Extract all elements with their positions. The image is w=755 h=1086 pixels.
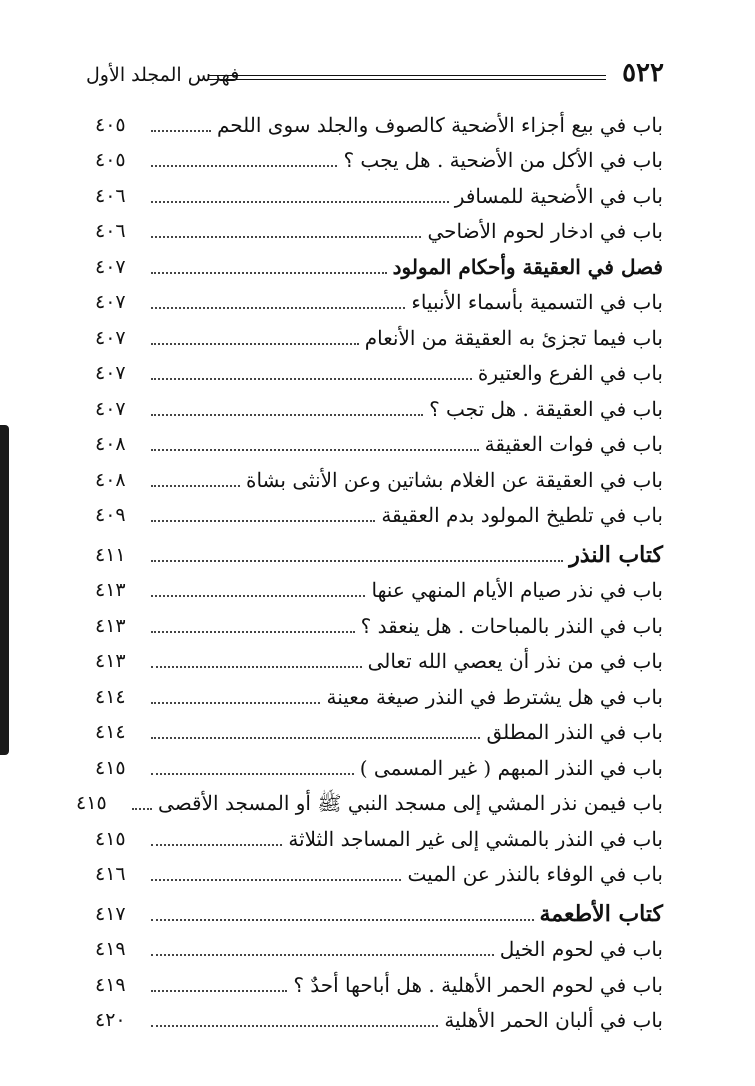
toc-entry[interactable] — [95, 675, 663, 711]
toc-entry-page: ٤٠٨ — [95, 468, 126, 491]
page-header — [86, 58, 666, 92]
toc-entry[interactable] — [95, 423, 663, 459]
toc-entry-page: ٤٠٧ — [95, 291, 126, 313]
dot-leader — [151, 307, 405, 309]
toc-entry-title: باب في العقيقة . هل تجب ؟ — [429, 396, 663, 421]
dot-leader — [151, 702, 320, 704]
toc-entry-page: ٤٠٩ — [95, 504, 126, 526]
dot-leader — [151, 631, 355, 633]
toc-entry-page: ٤١٥ — [95, 756, 126, 779]
toc-entry-title: باب في تلطيخ المولود بدم العقيقة — [381, 503, 663, 527]
toc-entry-page: ٤٠٥ — [95, 149, 126, 171]
dot-leader — [151, 343, 359, 345]
dot-leader — [151, 595, 365, 597]
dot-leader — [151, 954, 494, 956]
dot-leader — [151, 666, 362, 668]
toc-section-heading[interactable] — [95, 245, 663, 281]
toc-entry[interactable] — [95, 999, 663, 1035]
toc-entry-page: ٤٠٥ — [95, 113, 126, 136]
toc-entry-title: باب فيمن نذر المشي إلى مسجد النبي ﷺ أو المسجد الأقصى — [158, 791, 663, 815]
toc-entry[interactable] — [95, 640, 663, 676]
toc-entry[interactable] — [95, 103, 663, 139]
dot-leader — [151, 919, 534, 921]
dot-leader — [151, 414, 423, 416]
dot-leader — [151, 737, 480, 739]
toc-entry-title: باب في هل يشترط في النذر صيغة معينة — [326, 684, 663, 709]
dot-leader — [151, 165, 337, 167]
dot-leader — [151, 485, 240, 487]
toc-entry-title: باب في ألبان الحمر الأهلية — [444, 1008, 663, 1032]
toc-entry[interactable] — [95, 210, 663, 246]
dot-leader — [151, 773, 354, 775]
toc-entry-title: باب في النذر المبهم ( غير المسمى ) — [359, 755, 663, 780]
toc-entry-page: ٤١٣ — [95, 650, 126, 672]
table-of-contents — [76, 103, 663, 1034]
toc-entry-page: ٤١٥ — [76, 792, 107, 814]
toc-entry[interactable] — [95, 928, 663, 964]
toc-entry-page: ٤١٦ — [95, 863, 126, 885]
toc-entry-title: باب في النذر بالمشي إلى غير المساجد الثلاثة — [288, 826, 663, 851]
toc-entry[interactable] — [95, 569, 663, 605]
toc-entry-page: ٤٠٧ — [95, 397, 126, 420]
toc-entry[interactable] — [95, 604, 663, 640]
toc-entry-page: ٤٠٦ — [95, 220, 126, 242]
dot-leader — [151, 449, 479, 451]
toc-entry-title: كتاب الأطعمة — [539, 900, 663, 927]
toc-entry[interactable] — [95, 853, 663, 889]
dot-leader — [132, 808, 152, 810]
dot-leader — [151, 520, 375, 522]
page-number: ٥٢٢ — [622, 58, 664, 88]
dot-leader — [151, 130, 211, 132]
toc-entry[interactable] — [95, 494, 663, 530]
dot-leader — [151, 378, 472, 380]
toc-entry-title: باب في النذر المطلق — [486, 720, 663, 744]
toc-entry-title: باب في الفرع والعتيرة — [477, 361, 663, 385]
toc-entry[interactable] — [95, 711, 663, 747]
toc-book-heading[interactable] — [95, 533, 663, 569]
toc-entry-title: كتاب النذر — [569, 541, 663, 568]
toc-entry-title: باب في لحوم الحمر الأهلية . هل أباحها أحدٌ ؟ — [293, 972, 663, 997]
header-rule — [208, 75, 606, 80]
toc-entry-page: ٤٠٧ — [95, 326, 126, 349]
dot-leader — [151, 990, 287, 992]
toc-entry-page: ٤١٩ — [95, 973, 126, 996]
toc-entry-page: ٤٠٧ — [95, 362, 126, 384]
toc-entry-title: باب في فوات العقيقة — [484, 432, 663, 456]
toc-entry-title: باب في العقيقة عن الغلام بشاتين وعن الأنثى بشاة — [245, 467, 663, 492]
toc-entry-title: باب في النذر بالمباحات . هل ينعقد ؟ — [360, 613, 663, 638]
toc-entry-title: باب في الأكل من الأضحية . هل يجب ؟ — [343, 148, 663, 172]
toc-entry-title: باب في الأضحية للمسافر — [454, 183, 663, 208]
toc-entry[interactable] — [95, 174, 663, 210]
dot-leader — [151, 560, 563, 562]
dot-leader — [151, 201, 449, 203]
dot-leader — [151, 236, 421, 238]
toc-entry-page: ٤١٣ — [95, 579, 126, 601]
toc-entry-page: ٤٠٨ — [95, 433, 126, 455]
dot-leader — [151, 1025, 438, 1027]
dot-leader — [151, 844, 282, 846]
toc-entry-title: فصل في العقيقة وأحكام المولود — [392, 254, 663, 279]
toc-entry[interactable] — [95, 746, 663, 782]
toc-entry-title: باب في لحوم الخيل — [499, 937, 663, 961]
toc-entry-page: ٤١٥ — [95, 827, 126, 850]
toc-entry-page: ٤١٤ — [95, 685, 126, 708]
toc-entry[interactable] — [95, 963, 663, 999]
toc-entry[interactable] — [95, 139, 663, 175]
toc-entry-page: ٤١٩ — [95, 938, 126, 960]
toc-entry-page: ٤١٤ — [95, 721, 126, 743]
toc-entry-title: باب في ادخار لحوم الأضاحي — [427, 219, 663, 243]
toc-entry-title: باب في بيع أجزاء الأضحية كالصوف والجلد سوى اللحم — [216, 112, 663, 137]
toc-entry[interactable] — [95, 387, 663, 423]
toc-entry-title: باب في الوفاء بالنذر عن الميت — [407, 862, 663, 886]
toc-entry[interactable] — [95, 281, 663, 317]
toc-entry-page: ٤١١ — [95, 543, 126, 566]
dot-leader — [151, 879, 401, 881]
toc-entry[interactable] — [95, 817, 663, 853]
toc-entry-title: باب في التسمية بأسماء الأنبياء — [411, 290, 663, 314]
toc-entry-page: ٤١٧ — [95, 902, 126, 925]
toc-entry-page: ٤١٣ — [95, 614, 126, 637]
toc-entry[interactable] — [76, 782, 663, 818]
page-edge-shadow — [0, 425, 9, 755]
dot-leader — [151, 272, 387, 274]
toc-book-heading[interactable] — [95, 892, 663, 928]
toc-entry-title: باب فيما تجزئ به العقيقة من الأنعام — [364, 325, 663, 350]
toc-entry-title: باب في من نذر أن يعصي الله تعالى — [367, 649, 663, 673]
toc-entry-page: ٤٠٧ — [95, 255, 126, 278]
toc-entry[interactable] — [95, 316, 663, 352]
toc-entry-page: ٤٠٦ — [95, 184, 126, 207]
toc-entry[interactable] — [95, 352, 663, 388]
toc-entry-page: ٤٢٠ — [95, 1009, 126, 1031]
toc-entry-title: باب في نذر صيام الأيام المنهي عنها — [371, 578, 663, 602]
running-title: فهرس المجلد الأول — [86, 64, 240, 86]
toc-entry[interactable] — [95, 458, 663, 494]
